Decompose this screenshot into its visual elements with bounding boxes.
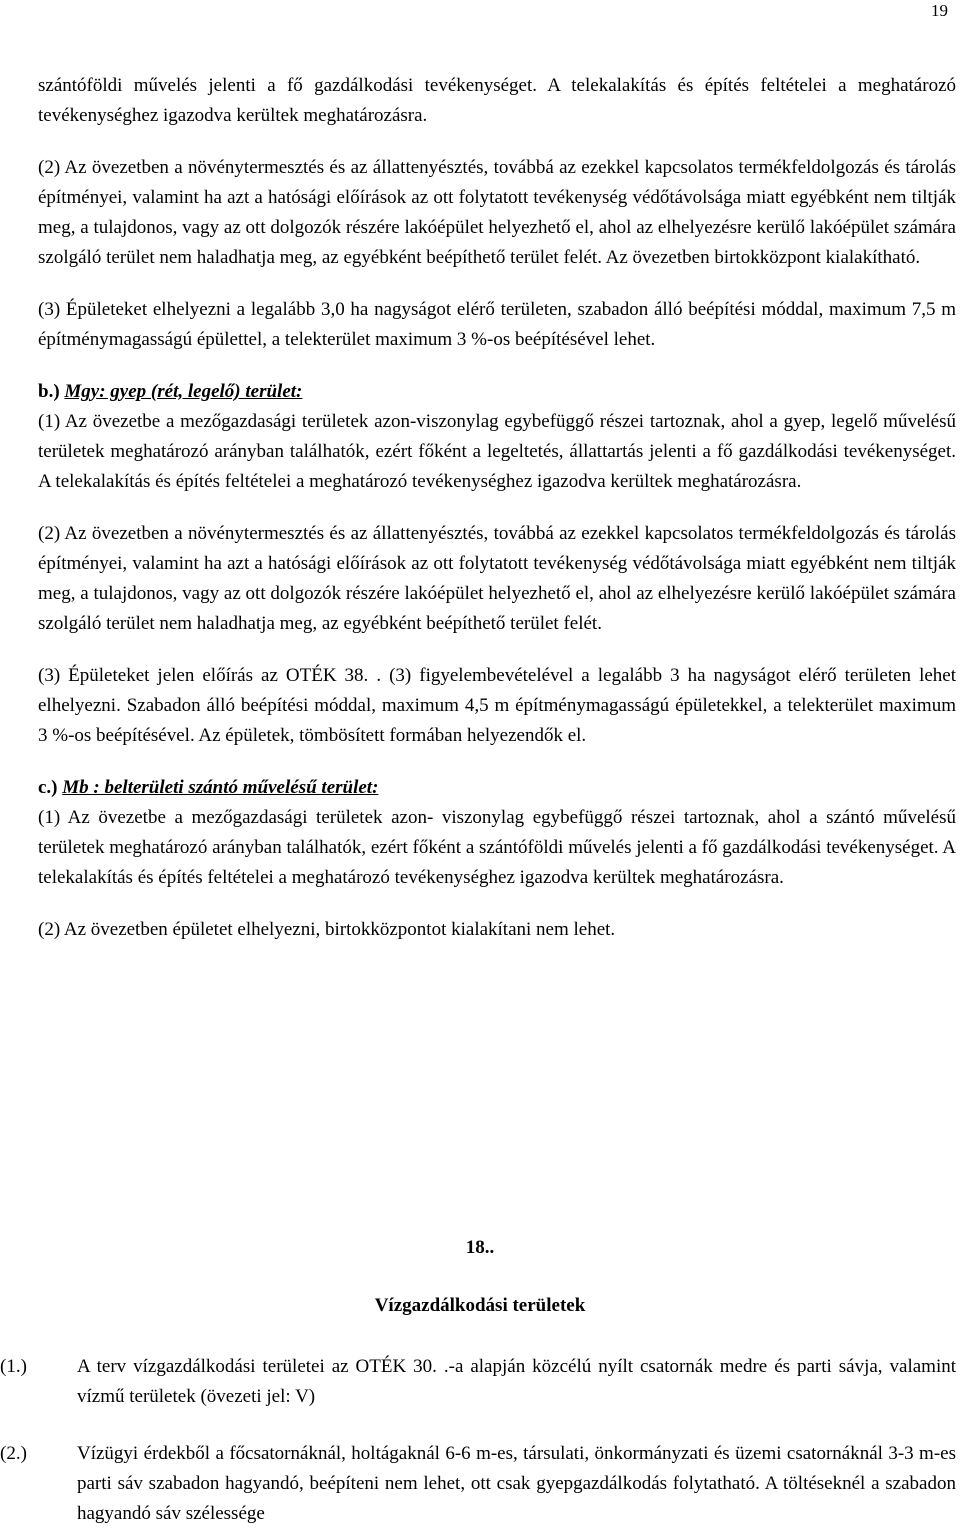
paragraph: szántóföldi művelés jelenti a fő gazdálkodási tevékenységet. A telekalakítás és építés feltételei a meghatározó tevékenységhez igazodva kerültek meghatározásra.: [38, 75, 956, 126]
paragraph: (3) Épületeket elhelyezni a legalább 3,0 ha nagyságot elérő területen, szabadon álló beépítési móddal, maximum 7,5 m építménymagasságú épülettel, a telekterület maximum 3 %-os beépítésével lehet.: [38, 299, 956, 350]
subsection-heading-c: [38, 773, 956, 803]
item-number: (1.): [0, 1356, 27, 1377]
heading-title: Mgy: gyep (rét, legelő) terület:: [64, 381, 303, 402]
item-text: Vízügyi érdekből a főcsatornáknál, holtágaknál 6-6 m-es, társulati, önkormányzati és üzemi csatornáknál 3-3 m-es parti sáv szabadon hagyandó, beépíteni nem lehet, ott csak gyepgazdálkodás folytatható. A töltéseknél a szabadon hagyandó sáv szélessége: [77, 1443, 956, 1524]
paragraph: (1) Az övezetbe a mezőgazdasági területek azon-viszonylag egybefüggő részei tartoznak, ahol a gyep, legelő művelésű területek meghatározó arányban találhatók, ezért főként a legeltetés, állattartás jelenti a fő gazdálkodási tevékenységet. A telekalakítás és építés feltételei a meghatározó tevékenységhez igazodva kerültek meghatározásra.: [38, 411, 956, 492]
subsection-heading-b: [38, 377, 956, 407]
section-number: 18..: [465, 1237, 495, 1258]
paragraph: (2) Az övezetben a növénytermesztés és az állattenyésztés, továbbá az ezekkel kapcsolatos termékfeldolgozás és tárolás építményei, valamint ha azt a hatósági előírások az ott folytatott tevékenység védőtávolsága miatt egyébként nem tiltják meg, a tulajdonos, vagy az ott dolgozók részére lakóépület helyezhető el, ahol az elhelyezésre kerülő lakóépület számára szolgáló terület nem haladhatja meg, az egyébként beépíthető terület felét.: [38, 523, 956, 634]
paragraph: (2) Az övezetben a növénytermesztés és az állattenyésztés, továbbá az ezekkel kapcsolatos termékfeldolgozás és tárolás építményei, valamint ha azt a hatósági előírások az ott folytatott tevékenység védőtávolsága miatt egyébként nem tiltják meg, a tulajdonos, vagy az ott dolgozók részére lakóépület helyezhető el, ahol az elhelyezésre kerülő lakóépület számára szolgáló terület nem haladhatja meg, az egyébként beépíthető terület felét. Az övezetben birtokközpont kialakítható.: [38, 157, 956, 268]
paragraph: (3) Épületeket jelen előírás az OTÉK 38. . (3) figyelembevételével a legalább 3 ha nagyságot elérő területen lehet elhelyezni. Szabadon álló beépítési móddal, maximum 4,5 m építménymagasságú épületekkel, a telekterület maximum 3 %-os beépítésével. Az épületek, tömbösített formában helyezendők el.: [38, 665, 956, 746]
heading-prefix: b.): [38, 381, 65, 402]
paragraph: (1) Az övezetbe a mezőgazdasági területek azon- viszonylag egybefüggő részei tartoznak, ahol a szántó művelésű területek meghatározó arányban találhatók, ezért főként a szántóföldi művelés jelenti a fő gazdálkodási tevékenységet. A telekalakítás és építés feltételei a meghatározó tevékenységhez igazodva kerültek meghatározásra.: [38, 807, 956, 888]
section-title: Vízgazdálkodási területek: [374, 1295, 586, 1316]
heading-title: Mb : belterületi szántó művelésű terület:: [62, 777, 379, 798]
paragraph: (2) Az övezetben épületet elhelyezni, birtokközpontot kialakítani nem lehet.: [38, 919, 616, 940]
page-number: 19: [931, 1, 948, 20]
heading-prefix: c.): [38, 777, 63, 798]
item-text: A terv vízgazdálkodási területei az OTÉK 30. .-a alapján közcélú nyílt csatornák medre és parti sávja, valamint vízmű területek (övezeti jel: V): [77, 1356, 956, 1407]
item-number: (2.): [0, 1443, 27, 1464]
document-body: [38, 71, 956, 945]
